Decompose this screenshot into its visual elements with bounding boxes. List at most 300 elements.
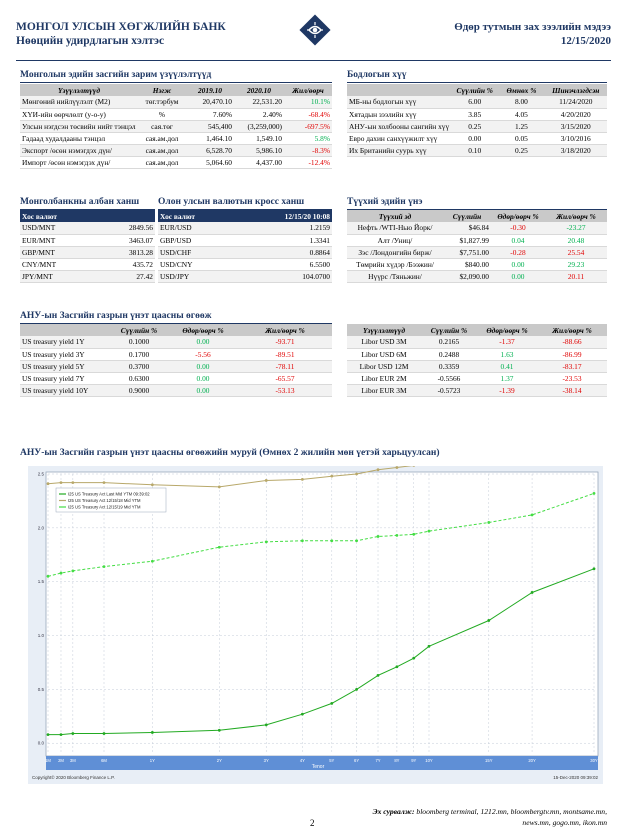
sources-label: Эх сурвалж: — [372, 807, 415, 816]
column-header: Шинэчлэгдсэн — [545, 84, 607, 96]
column-header: Жил/өөрч % — [545, 210, 607, 222]
last-rate: -0.5723 — [421, 384, 477, 396]
page-number: 2 — [310, 818, 315, 828]
daily-change: 1.63 — [477, 348, 537, 360]
previous-rate: 0.05 — [498, 132, 544, 144]
daily-change: -1.39 — [477, 384, 537, 396]
yield-curve-plot — [28, 466, 603, 784]
table-row — [20, 336, 332, 348]
table-row — [158, 246, 332, 258]
column-header: Өдөр/өөрч % — [477, 324, 537, 336]
rate-value: 435.72 — [98, 258, 155, 270]
data-point — [265, 540, 268, 543]
indicator-unit: сая.ам.дол — [138, 132, 186, 144]
yearly-change: -53.13 — [238, 384, 332, 396]
rate-value: 1.3341 — [235, 234, 332, 246]
data-point — [593, 492, 596, 495]
cross-rates-timestamp: 12/15/20 10:08 — [235, 210, 332, 222]
table-row — [347, 144, 607, 156]
column-header: Үзүүлэлтүүд — [347, 324, 421, 336]
x-tick-label: 7Y — [375, 758, 381, 763]
daily-change: 0.04 — [491, 234, 545, 246]
data-point — [47, 482, 50, 485]
column-header: Үзүүлэлтүүд — [20, 84, 138, 96]
y-tick-label: 1.0 — [37, 633, 44, 639]
value-2020: 5,986.10 — [234, 144, 284, 156]
daily-change: 0.00 — [168, 336, 238, 348]
header-divider — [16, 60, 611, 61]
indicator-name: Улсын нэгдсэн төсвийн нийт тэнцэл — [20, 120, 138, 132]
libor-table — [347, 324, 607, 397]
table-header-row — [20, 84, 332, 96]
x-axis-label: Tenor — [311, 764, 325, 770]
daily-change: 0.00 — [168, 360, 238, 372]
yearly-change: 20.48 — [545, 234, 607, 246]
treasury-name: US treasury yield 3Y — [20, 348, 110, 360]
mnt-rates-table — [20, 210, 155, 283]
x-tick-label: 10Y — [425, 758, 433, 763]
data-point — [218, 729, 221, 732]
table-row — [347, 258, 607, 270]
column-header: Өдөр/өөрч % — [491, 210, 545, 222]
data-point — [103, 732, 106, 735]
mnt-rates-section-title: Монголбанкны албан ханш — [20, 197, 155, 210]
last-yield: 0.6300 — [110, 372, 168, 384]
data-point — [103, 565, 106, 568]
column-header: Жил/өөрч % — [238, 324, 332, 336]
yearly-change: -23.27 — [545, 222, 607, 234]
last-price: $1,827.99 — [443, 234, 491, 246]
column-header: 2019.10 — [186, 84, 234, 96]
libor-name: Libor EUR 3M — [347, 384, 421, 396]
last-price: $840.00 — [443, 258, 491, 270]
yearly-change: -8.3% — [284, 144, 332, 156]
table-row — [20, 372, 332, 384]
table-row — [347, 96, 607, 108]
rate-name: Евро дахин санхүүжилт хүү — [347, 132, 451, 144]
yearly-change: -89.51 — [238, 348, 332, 360]
yield-curve-chart — [28, 466, 603, 784]
table-row — [347, 372, 607, 384]
yearly-change: -65.57 — [238, 372, 332, 384]
last-rate: 3.85 — [451, 108, 498, 120]
column-header: Өмнөх % — [498, 84, 544, 96]
last-price: $2,090.00 — [443, 270, 491, 282]
daily-change: 0.41 — [477, 360, 537, 372]
commodity-name: Нефть /WTI-Нью Йорк/ — [347, 222, 443, 234]
treasury-name: US treasury yield 10Y — [20, 384, 110, 396]
bank-identity — [16, 20, 226, 48]
data-point — [71, 481, 74, 484]
table-row — [347, 336, 607, 348]
value-2019: 5,064.60 — [186, 156, 234, 168]
cross-rates-section-title: Олон улсын валютын кросс ханш — [158, 197, 332, 210]
rate-value: 2849.56 — [98, 222, 155, 234]
treasury-name: US treasury yield 5Y — [20, 360, 110, 372]
yearly-change: -93.71 — [238, 336, 332, 348]
column-header: Жил/өөрч — [284, 84, 332, 96]
data-point — [60, 481, 63, 484]
department-name: Нөөцийн удирдлагын хэлтэс — [16, 35, 165, 47]
data-point — [151, 731, 154, 734]
table-row — [158, 258, 332, 270]
value-2020: 22,531.20 — [234, 96, 284, 108]
data-point — [395, 534, 398, 537]
commodities-table — [347, 210, 607, 283]
libor-name: Libor EUR 2M — [347, 372, 421, 384]
data-point — [301, 713, 304, 716]
column-header: 2020.10 — [234, 84, 284, 96]
data-point — [377, 468, 380, 471]
data-point — [71, 570, 74, 573]
data-point — [151, 560, 154, 563]
data-point — [60, 572, 63, 575]
data-point — [301, 539, 304, 542]
rate-value: 3463.07 — [98, 234, 155, 246]
data-point — [265, 479, 268, 482]
data-point — [395, 665, 398, 668]
rate-name: Их Британийн суурь хүү — [347, 144, 451, 156]
treasury-name: US treasury yield 1Y — [20, 336, 110, 348]
data-point — [265, 724, 268, 727]
table-row — [158, 222, 332, 234]
yearly-change: -83.17 — [537, 360, 607, 372]
data-point — [330, 539, 333, 542]
x-tick-label: 6Y — [354, 758, 360, 763]
value-2020: 2.40% — [234, 108, 284, 120]
x-tick-label: 2Y — [216, 758, 222, 763]
value-2019: 20,470.10 — [186, 96, 234, 108]
currency-pair: GBP/USD — [158, 234, 235, 246]
indicator-unit: төг.тэрбум — [138, 96, 186, 108]
table-row — [20, 96, 332, 108]
rate-name: МБ-ны бодлогын хүү — [347, 96, 451, 108]
data-point — [330, 475, 333, 478]
column-header: Түүхий эд — [347, 210, 443, 222]
last-rate: 0.10 — [451, 144, 498, 156]
last-rate: 0.25 — [451, 120, 498, 132]
yearly-change: -78.11 — [238, 360, 332, 372]
yearly-change: 10.1% — [284, 96, 332, 108]
table-row — [20, 246, 155, 258]
last-price: $46.84 — [443, 222, 491, 234]
data-point — [151, 483, 154, 486]
sources-note — [357, 806, 607, 828]
data-point — [71, 732, 74, 735]
data-point — [377, 535, 380, 538]
column-header: Хос валют — [158, 210, 235, 222]
column-header: Өдөр/өөрч % — [168, 324, 238, 336]
treasury-table — [20, 324, 332, 397]
last-rate: 0.3359 — [421, 360, 477, 372]
column-header: Сүүлийн % — [110, 324, 168, 336]
daily-change: 0.00 — [168, 372, 238, 384]
x-tick-label: 3Y — [263, 758, 269, 763]
x-tick-label: 6M — [101, 758, 107, 763]
table-row — [347, 270, 607, 282]
rate-name: АНУ-ын холбооны сангийн хүү — [349, 121, 450, 131]
previous-rate: 4.05 — [498, 108, 544, 120]
table-row — [20, 270, 155, 282]
indicator-unit: % — [138, 108, 186, 120]
rate-value: 6.5500 — [235, 258, 332, 270]
data-point — [218, 546, 221, 549]
indicator-name: Мөнгөний нийлүүлэлт (M2) — [20, 96, 138, 108]
value-2020: (3,259,000) — [234, 120, 284, 132]
data-point — [47, 733, 50, 736]
table-row — [347, 246, 607, 258]
last-yield: 0.1700 — [110, 348, 168, 360]
currency-pair: EUR/MNT — [20, 234, 98, 246]
x-tick-label: 5Y — [329, 758, 335, 763]
table-row — [347, 360, 607, 372]
y-tick-label: 1.5 — [37, 579, 44, 585]
legend-label: I25 US Treasury Act 12/15/19 Mid YTM — [68, 504, 141, 510]
data-point — [355, 539, 358, 542]
table-header-row — [158, 210, 332, 222]
last-yield: 0.9000 — [110, 384, 168, 396]
commodity-name: Зэс /Лондонгийн бирж/ — [347, 246, 443, 258]
data-point — [593, 567, 596, 570]
policy-table — [347, 84, 607, 157]
report-date: 12/15/2020 — [560, 35, 611, 47]
table-row — [20, 234, 155, 246]
updated-date: 11/24/2020 — [545, 96, 607, 108]
column-header: Сүүлийн — [443, 210, 491, 222]
plot-area — [46, 472, 598, 756]
table-row — [20, 258, 155, 270]
commodity-name: Алт /Униц/ — [347, 234, 443, 246]
yearly-change: 29.23 — [545, 258, 607, 270]
data-point — [412, 657, 415, 660]
x-tick-label: 2M — [58, 758, 64, 763]
table-row — [20, 360, 332, 372]
table-header-row — [347, 324, 607, 336]
data-point — [47, 575, 50, 578]
report-title: Өдөр тутмын зах зээлийн мэдээ — [454, 21, 611, 33]
table-row — [347, 132, 607, 144]
y-tick-label: 0.5 — [37, 686, 44, 692]
data-point — [330, 702, 333, 705]
x-tick-label: 8Y — [394, 758, 400, 763]
data-point — [531, 591, 534, 594]
daily-change: -0.30 — [491, 222, 545, 234]
daily-change: -5.56 — [168, 348, 238, 360]
commodity-name: Төмрийн хүдэр /Бээжин/ — [347, 258, 443, 270]
table-row — [20, 108, 332, 120]
x-tick-label: 9Y — [411, 758, 417, 763]
value-2019: 545,400 — [186, 120, 234, 132]
table-row — [347, 108, 607, 120]
rate-name: Хятадын зээлийн хүү — [347, 108, 451, 120]
table-row — [347, 234, 607, 246]
table-row — [20, 156, 332, 168]
last-rate: 6.00 — [451, 96, 498, 108]
chart-timestamp: 15-Dec-2020 09:39:02 — [553, 775, 598, 780]
value-2020: 1,549.10 — [234, 132, 284, 144]
currency-pair: USD/CHF — [158, 246, 235, 258]
libor-name: Libor USD 3M — [347, 336, 421, 348]
data-point — [412, 533, 415, 536]
data-point — [60, 733, 63, 736]
y-tick-label: 0.0 — [37, 740, 44, 746]
data-point — [103, 481, 106, 484]
column-header: Сүүлийн % — [421, 324, 477, 336]
table-header-row — [20, 210, 155, 222]
last-rate: 0.00 — [451, 132, 498, 144]
table-header-row — [347, 84, 607, 96]
yearly-change: -88.66 — [537, 336, 607, 348]
updated-date: 4/20/2020 — [545, 108, 607, 120]
yearly-change: -12.4% — [284, 156, 332, 168]
yearly-change: 25.54 — [545, 246, 607, 258]
last-rate: 0.2488 — [421, 348, 477, 360]
currency-pair: GBP/MNT — [20, 246, 98, 258]
rate-value: 104.0700 — [235, 270, 332, 282]
value-2019: 1,464.10 — [186, 132, 234, 144]
previous-rate: 1.25 — [498, 120, 544, 132]
column-header: Жил/өөрч % — [537, 324, 607, 336]
last-yield: 0.1000 — [110, 336, 168, 348]
data-point — [377, 674, 380, 677]
rate-value: 27.42 — [98, 270, 155, 282]
value-2020: 4,437.00 — [234, 156, 284, 168]
yearly-change: 20.11 — [545, 270, 607, 282]
currency-pair: JPY/MNT — [20, 270, 98, 282]
table-row — [158, 270, 332, 282]
sources-text: bloomberg terminal, 1212.mn, bloombergtv.mn, montsame.mn, news.mn, gogo.mn, ikon.mn — [416, 807, 607, 827]
column-header: Нэгж — [138, 84, 186, 96]
libor-name: Libor USD 12M — [347, 360, 421, 372]
x-tick-label: 1M — [45, 758, 51, 763]
cross-rates-table — [158, 210, 332, 283]
daily-change: 0.00 — [491, 258, 545, 270]
last-rate: -0.5566 — [421, 372, 477, 384]
treasury-section-title: АНУ-ын Засгийн газрын үнэт цаасны өгөөж — [20, 311, 332, 324]
table-row — [347, 120, 607, 132]
column-header: Сүүлийн % — [451, 84, 498, 96]
table-header-row — [347, 210, 607, 222]
currency-pair: USD/MNT — [20, 222, 98, 234]
last-price: $7,751.00 — [443, 246, 491, 258]
commodity-name: Нүүрс /Тяньжин/ — [347, 270, 443, 282]
x-tick-label: 3M — [69, 758, 76, 763]
updated-date: 3/15/2020 — [545, 120, 607, 132]
yearly-change: -23.53 — [537, 372, 607, 384]
table-row — [20, 120, 332, 132]
column-header — [20, 324, 110, 336]
x-tick-label: 1Y — [149, 758, 155, 763]
x-tick-label: 15Y — [485, 758, 493, 763]
indicator-name: Импорт /өсөн нэмэгдэх дүн/ — [20, 156, 138, 168]
value-2019: 7.60% — [186, 108, 234, 120]
commodities-section-title: Түүхий эдийн үнэ — [347, 197, 607, 210]
legend-label: I25 US Treasury Act Last Mid YTM 09:39:02 — [68, 491, 150, 497]
data-point — [487, 521, 490, 524]
y-tick-label: 2.5 — [37, 471, 44, 477]
y-tick-label: 2.0 — [37, 525, 44, 531]
report-header — [16, 20, 611, 58]
last-yield: 0.3700 — [110, 360, 168, 372]
data-point — [428, 530, 431, 533]
updated-date: 3/10/2016 — [545, 132, 607, 144]
yearly-change: -697.5% — [284, 120, 332, 132]
rate-value: 1.2159 — [235, 222, 332, 234]
x-tick-label: 30Y — [590, 758, 598, 763]
data-point — [218, 486, 221, 489]
bank-name: МОНГОЛ УЛСЫН ХӨГЖЛИЙН БАНК — [16, 21, 226, 33]
value-2019: 6,528.70 — [186, 144, 234, 156]
table-row — [347, 348, 607, 360]
data-point — [395, 466, 398, 469]
table-row — [347, 384, 607, 396]
updated-date: 3/18/2020 — [545, 144, 607, 156]
table-row — [20, 222, 155, 234]
data-point — [355, 473, 358, 476]
data-point — [487, 619, 490, 622]
rate-value: 3813.28 — [98, 246, 155, 258]
yield-curve-chart-title: АНУ-ын Засгийн газрын үнэт цаасны өгөөжийн муруй (Өмнөх 2 жилийн мөн үетэй харьцуулсан) — [20, 448, 440, 458]
yearly-change: -86.99 — [537, 348, 607, 360]
x-tick-label: 20Y — [528, 758, 536, 763]
data-point — [428, 645, 431, 648]
indicator-name: ХҮИ-ийн өөрчлөлт (у-о-у) — [20, 108, 138, 120]
column-header: Хос валют — [20, 210, 155, 222]
data-point — [301, 478, 304, 481]
data-point — [355, 688, 358, 691]
libor-name: Libor USD 6M — [347, 348, 421, 360]
chart-copyright: Copyright© 2020 Bloomberg Finance L.P. — [32, 775, 115, 780]
yearly-change: -38.14 — [537, 384, 607, 396]
table-row — [20, 132, 332, 144]
yearly-change: -68.4% — [284, 108, 332, 120]
currency-pair: USD/CNY — [158, 258, 235, 270]
table-header-row — [20, 324, 332, 336]
treasury-name: US treasury yield 7Y — [20, 372, 110, 384]
data-point — [531, 514, 534, 517]
daily-change: 1.37 — [477, 372, 537, 384]
indicator-name: Экспорт /өсөн нэмэгдэх дүн/ — [20, 144, 138, 156]
daily-change: -0.28 — [491, 246, 545, 258]
table-row — [20, 144, 332, 156]
policy-section-title: Бодлогын хүү — [347, 70, 607, 83]
x-tick-label: 4Y — [299, 758, 305, 763]
last-rate: 0.2165 — [421, 336, 477, 348]
previous-rate: 8.00 — [498, 96, 544, 108]
indicator-unit: сая.ам.дол — [138, 144, 186, 156]
economy-section-title: Монголын эдийн засгийн зарим үзүүлэлтүүд — [20, 70, 332, 83]
rate-value: 0.8864 — [235, 246, 332, 258]
report-meta — [454, 20, 611, 48]
economy-table — [20, 84, 332, 169]
column-header — [347, 84, 451, 96]
currency-pair: USD/JPY — [158, 270, 235, 282]
indicator-unit: сая.ам.дол — [138, 156, 186, 168]
table-row — [347, 222, 607, 234]
currency-pair: EUR/USD — [158, 222, 235, 234]
table-row — [20, 348, 332, 360]
table-row — [20, 384, 332, 396]
bank-logo-icon — [299, 14, 331, 46]
indicator-name: Гадаад худалдааны тэнцэл — [20, 132, 138, 144]
previous-rate: 0.25 — [498, 144, 544, 156]
daily-change: 0.00 — [168, 384, 238, 396]
legend-label: I25 US Treasury Act 12/15/18 Mid YTM — [68, 498, 141, 503]
currency-pair: CNY/MNT — [20, 258, 98, 270]
yearly-change: 5.8% — [284, 132, 332, 144]
indicator-unit: сая.төг — [138, 120, 186, 132]
daily-change: 0.00 — [491, 270, 545, 282]
